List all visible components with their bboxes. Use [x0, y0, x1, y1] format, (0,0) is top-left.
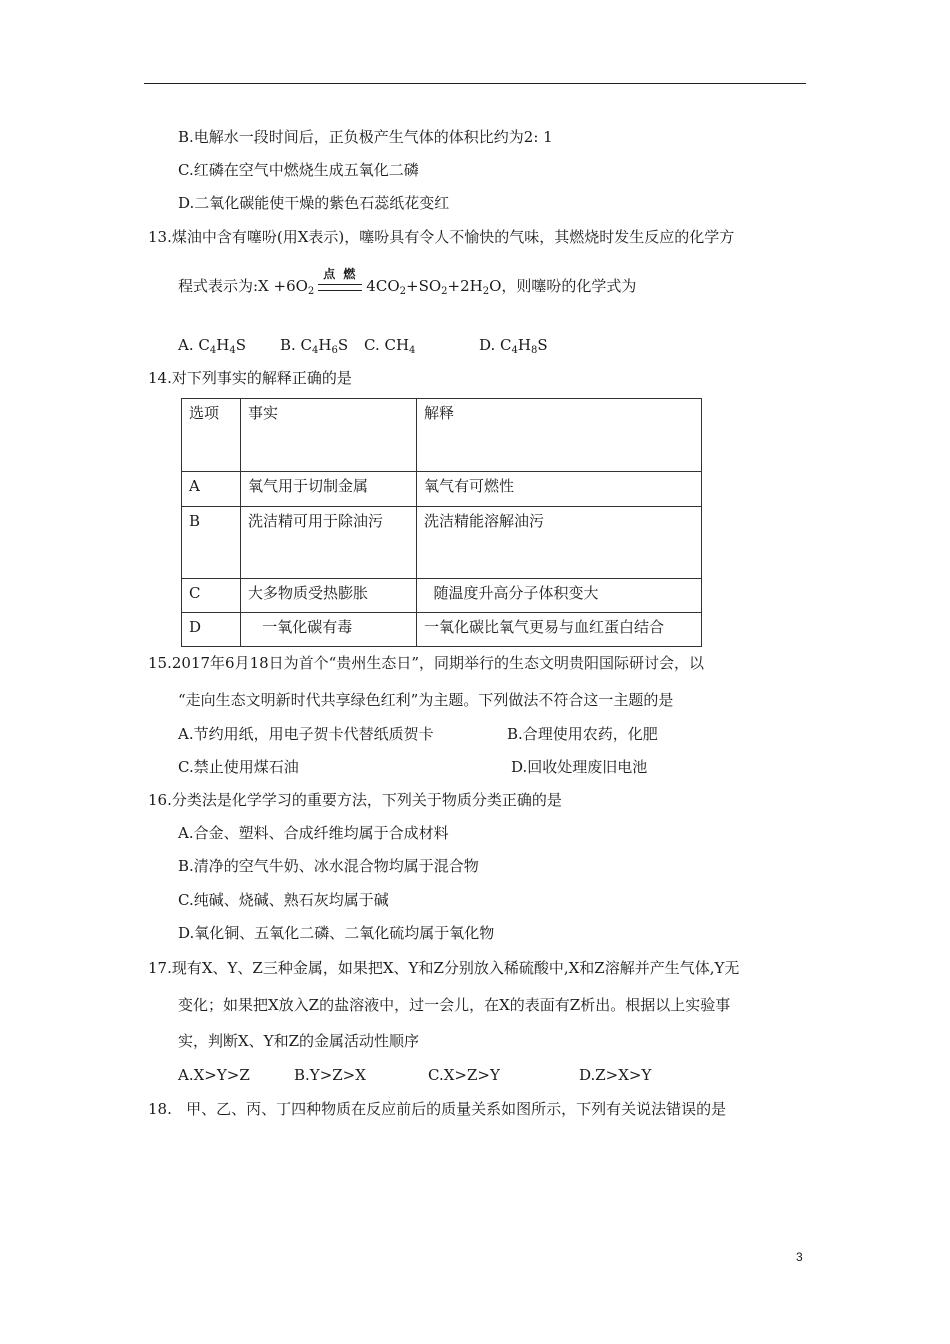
q17-option-c: C.X>Z>Y [428, 1066, 500, 1084]
header-option: 选项 [182, 399, 241, 472]
q17-stem-line3: 实，判断X、Y和Z的金属活动性顺序 [178, 1032, 420, 1050]
q15-option-a: A.节约用纸，用电子贺卡代替纸质贺卡 [178, 725, 434, 743]
q12-option-c: C.红磷在空气中燃烧生成五氧化二磷 [178, 161, 419, 179]
table-row: B 洗洁精可用于除油污 洗洁精能溶解油污 [182, 507, 702, 579]
eq-tail: O，则噻吩的化学式为 [489, 277, 637, 295]
q13-option-b: B. $C_4H_6S$ [280, 336, 349, 356]
eq-reactants: 程式表示为:X +6O [178, 277, 308, 295]
q17-option-b: B.Y>Z>X [294, 1066, 366, 1084]
eq-so2: +SO [406, 277, 442, 295]
table-row: D 一氧化碳有毒 一氧化碳比氧气更易与血红蛋白结合 [182, 613, 702, 647]
q15-stem-line1: 15.2017年6月18日为首个“贵州生态日”，同期举行的生态文明贵阳国际研讨会，以 [148, 654, 704, 672]
eq-h2o: +2H [447, 277, 483, 295]
q17-stem-line2: 变化；如果把X放入Z的盐溶液中，过一会儿，在X的表面有Z析出。根据以上实验事 [178, 996, 731, 1014]
q18-stem: 18. 甲、乙、丙、丁四种物质在反应前后的质量关系如图所示，下列有关说法错误的是 [148, 1100, 727, 1118]
q17-stem-line1: 17.现有X、Y、Z三种金属，如果把X、Y和Z分别放入稀硫酸中,X和Z溶解并产生气体,Y无 [148, 959, 740, 977]
q15-option-d: D.回收处理废旧电池 [511, 758, 648, 776]
q16-option-d: D.氧化铜、五氧化二磷、二氧化硫均属于氧化物 [178, 924, 495, 942]
q15-option-c: C.禁止使用煤石油 [178, 758, 299, 776]
q13-stem: 13.煤油中含有噻吩(用X表示)，噻吩具有令人不愉快的气味，其燃烧时发生反应的化学方 [148, 228, 735, 246]
q13-option-a: A. $C_4H_4S$ [178, 336, 246, 356]
q14-table [181, 398, 702, 647]
q16-option-c: C.纯碱、烧碱、熟石灰均属于碱 [178, 891, 389, 909]
reaction-condition: 点 燃 [318, 278, 362, 291]
eq-co2: 4CO [366, 277, 400, 295]
table-row: A 氧气用于切制金属 氧气有可燃性 [182, 472, 702, 507]
q15-stem-line2: “走向生态文明新时代共享绿色红利”为主题。下列做法不符合这一主题的是 [178, 691, 674, 709]
q16-option-a: A.合金、塑料、合成纤维均属于合成材料 [178, 824, 449, 842]
q16-stem: 16.分类法是化学学习的重要方法，下列关于物质分类正确的是 [148, 791, 562, 809]
q17-option-d: D.Z>X>Y [579, 1066, 652, 1084]
q17-option-a: A.X>Y>Z [178, 1066, 250, 1084]
q12-option-b: B.电解水一段时间后，正负极产生气体的体积比约为2: 1 [178, 128, 553, 146]
header-fact: 事实 [241, 399, 417, 472]
q16-option-b: B.清净的空气牛奶、冰水混合物均属于混合物 [178, 857, 479, 875]
q13-option-c: C. $CH_4$ [364, 336, 416, 356]
header-explanation: 解释 [417, 399, 702, 472]
q13-option-d: D. $C_4H_8S$ [479, 336, 548, 356]
q13-equation: 程式表示为:X $+6O_2$ 点 燃 $4CO_2+SO_2+2H_2O$，则噻吩的化学式为 [178, 267, 637, 297]
header-rule [144, 83, 806, 84]
table-row: C 大多物质受热膨胀 随温度升高分子体积变大 [182, 579, 702, 613]
page-number: 3 [796, 1250, 803, 1264]
q14-stem: 14.对下列事实的解释正确的是 [148, 369, 352, 387]
table-header-row [182, 399, 702, 472]
q12-option-d: D.二氧化碳能使干燥的紫色石蕊纸花变红 [178, 194, 450, 212]
q15-option-b: B.合理使用农药，化肥 [507, 725, 658, 743]
